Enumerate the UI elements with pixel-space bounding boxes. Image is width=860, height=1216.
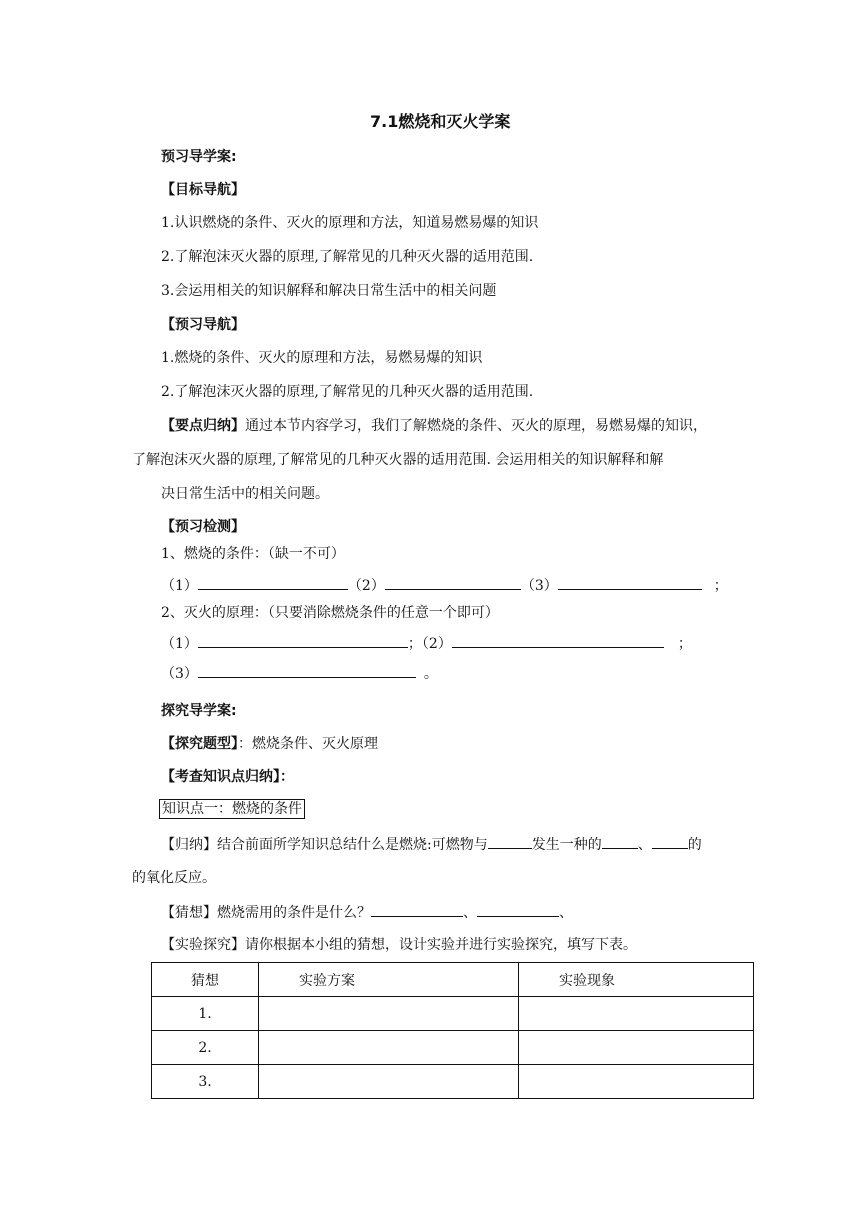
summary-blank-1[interactable] [488, 835, 532, 849]
q2-end: 。 [423, 666, 438, 682]
preview-nav-heading: 【预习导航】 [161, 317, 245, 333]
q1-end: ； [713, 578, 728, 594]
summary-text-b: 发生一种的 [531, 837, 602, 853]
preview-item-1: 1.燃烧的条件、灭火的原理和方法，易燃易爆的知识 [161, 350, 483, 366]
preview-heading: 预习导学案: [161, 149, 237, 165]
guess-blank-2[interactable] [477, 903, 559, 917]
question-2-answers-b [161, 664, 438, 683]
key-points-line-2: 了解泡沫灭火器的原理,了解常见的几种灭火器的适用范围. 会运用相关的知识解释和解 [132, 452, 664, 468]
table-row [152, 1031, 754, 1065]
q2-label-1: （1） [161, 636, 198, 652]
q1-blank-3[interactable] [558, 576, 702, 590]
summary-line-2: 的氧化反应。 [132, 870, 216, 886]
summary-blank-2[interactable] [602, 835, 638, 849]
q1-label-1: （1） [161, 578, 198, 594]
q2-sep: ； [677, 636, 692, 652]
q1-label-2: （2） [347, 578, 385, 594]
goal-item-2: 2.了解泡沫灭火器的原理,了解常见的几种灭火器的适用范围. [161, 249, 534, 265]
guess-sep-2: 、 [559, 905, 573, 921]
table-cell-plan[interactable] [259, 1065, 519, 1099]
summary-blank-3[interactable] [652, 835, 688, 849]
explore-type-line [161, 735, 378, 753]
guess-blank-1[interactable] [371, 903, 463, 917]
summary-text-a: 结合前面所学知识总结什么是燃烧:可燃物与 [217, 837, 488, 853]
summary-text-d: 的 [687, 837, 702, 853]
q2-label-3: （3） [161, 666, 198, 682]
table-row [152, 997, 754, 1031]
table-cell-guess: 3. [152, 1065, 259, 1099]
q2-label-2: ；（2） [407, 636, 452, 652]
guess-text: 燃烧需用的条件是什么？ [217, 905, 371, 921]
q2-blank-3[interactable] [198, 664, 416, 678]
goal-heading: 【目标导航】 [161, 182, 245, 198]
page-title: 7.1燃烧和灭火学案 [370, 112, 511, 131]
experiment-text: 请你根据本小组的猜想，设计实验并进行实验探究，填写下表。 [245, 937, 637, 953]
explore-heading: 探究导学案: [161, 703, 237, 719]
question-1-answers [161, 576, 728, 595]
table-row [152, 1065, 754, 1099]
table-cell-guess: 1. [152, 997, 259, 1031]
table-header-plan: 实验方案 [259, 963, 519, 997]
table-header-phenomenon: 实验现象 [519, 963, 754, 997]
experiment-table [151, 962, 754, 1099]
table-cell-phenomenon[interactable] [519, 997, 754, 1031]
table-header-guess: 猜想 [152, 963, 259, 997]
knowledge-heading: 【考查知识点归纳】： [161, 769, 294, 785]
key-points-text-1: 通过本节内容学习，我们了解燃烧的条件、灭火的原理，易燃易爆的知识， [245, 418, 707, 434]
q1-blank-2[interactable] [385, 576, 521, 590]
table-cell-phenomenon[interactable] [519, 1031, 754, 1065]
preview-item-2: 2.了解泡沫灭火器的原理,了解常见的几种灭火器的适用范围. [161, 384, 534, 400]
knowledge-point-box: 知识点一：燃烧的条件 [159, 799, 305, 819]
key-points-line-1 [161, 417, 707, 435]
question-2-answers-a [161, 634, 692, 653]
table-header-row [152, 963, 754, 997]
guess-sep-1: 、 [463, 905, 477, 921]
q2-blank-1[interactable] [198, 634, 408, 648]
explore-type-label: 【探究题型】 [161, 736, 238, 752]
experiment-label: 【实验探究】 [161, 937, 245, 953]
summary-line-1 [161, 835, 702, 854]
key-points-label: 【要点归纳】 [161, 418, 245, 434]
q1-label-3: （3） [520, 578, 558, 594]
summary-label: 【归纳】 [161, 837, 217, 853]
key-points-line-3: 决日常生活中的相关问题。 [161, 486, 329, 502]
experiment-line [161, 936, 637, 954]
table-cell-plan[interactable] [259, 997, 519, 1031]
guess-line [161, 903, 573, 922]
goal-item-3: 3.会运用相关的知识解释和解决日常生活中的相关问题 [161, 283, 497, 299]
table-cell-guess: 2. [152, 1031, 259, 1065]
question-2: 2、灭火的原理：（只要消除燃烧条件的任意一个即可） [161, 605, 499, 621]
summary-text-c: 、 [637, 837, 652, 853]
goal-item-1: 1.认识燃烧的条件、灭火的原理和方法，知道易燃易爆的知识 [161, 215, 539, 231]
q1-blank-1[interactable] [198, 576, 348, 590]
question-1: 1、燃烧的条件：（缺一不可） [161, 546, 345, 562]
check-heading: 【预习检测】 [161, 519, 245, 535]
q2-blank-2[interactable] [452, 634, 664, 648]
table-cell-phenomenon[interactable] [519, 1065, 754, 1099]
guess-label: 【猜想】 [161, 905, 217, 921]
explore-type-text: ：燃烧条件、灭火原理 [238, 736, 378, 752]
table-cell-plan[interactable] [259, 1031, 519, 1065]
